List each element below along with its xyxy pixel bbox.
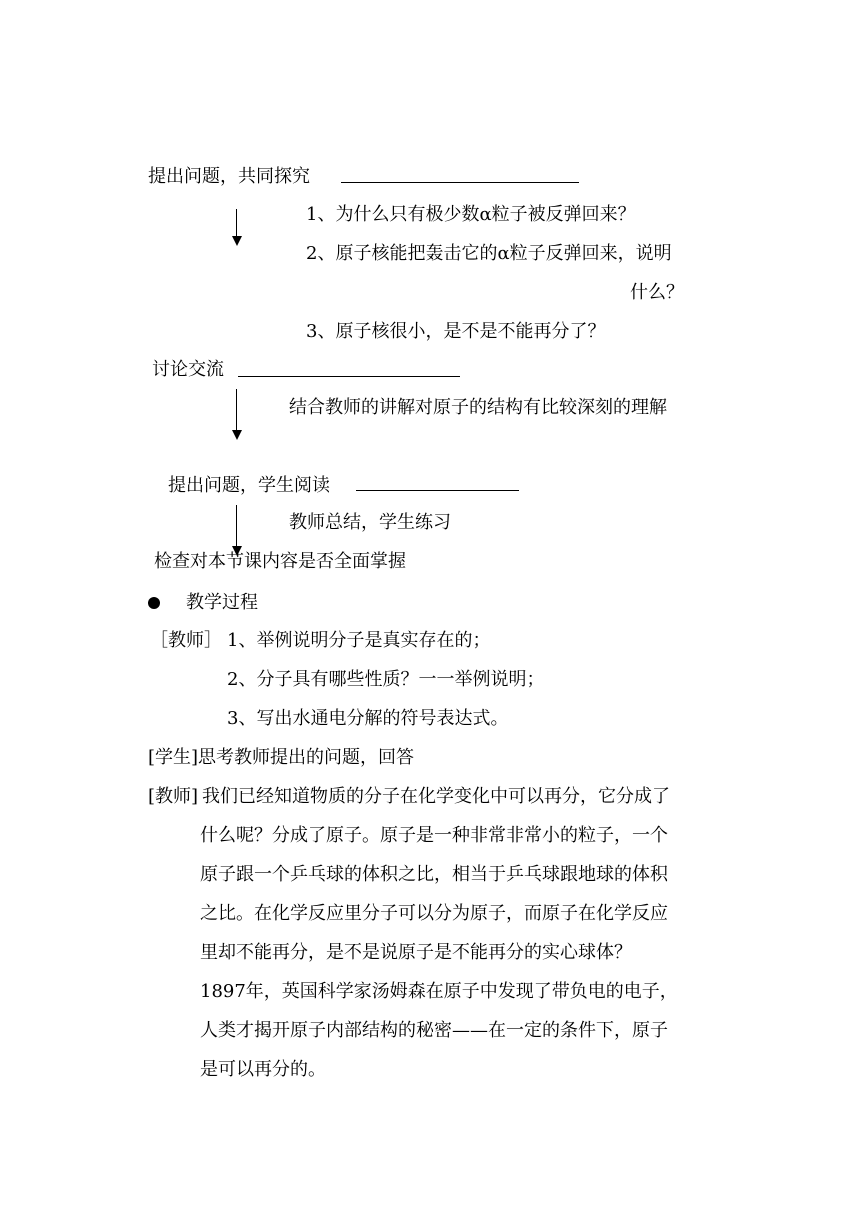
- flow-arrow-2-icon: [232, 430, 242, 440]
- step3-description: 教师总结，学生练习: [289, 512, 451, 533]
- teacher2-line-6: 1897年，英国科学家汤姆森在原子中发现了带负电的电子，: [200, 981, 678, 1002]
- flow-arrow-1-shaft: [236, 209, 237, 236]
- teacher2-line-1: 我们已经知道物质的分子在化学变化中可以再分，它分成了: [202, 786, 670, 807]
- step1-title: 提出问题，共同探究: [148, 166, 310, 187]
- step2-underline: [238, 376, 460, 377]
- step3-title: 提出问题，学生阅读: [168, 475, 330, 496]
- step2-title: 讨论交流: [152, 359, 224, 380]
- step3-underline: [356, 490, 519, 491]
- step1-item-1: 1、为什么只有极少数α粒子被反弹回来？: [306, 204, 636, 225]
- teacher2-line-4: 之比。在化学反应里分子可以分为原子，而原子在化学反应: [200, 903, 668, 924]
- teacher2-label: [教师]: [148, 786, 199, 807]
- teacher2-line-3: 原子跟一个乒乓球的体积之比，相当于乒乓球跟地球的体积: [200, 864, 668, 885]
- flow-arrow-3-shaft: [236, 505, 237, 547]
- flow-arrow-2-shaft: [236, 389, 237, 430]
- teacher2-line-5: 里却不能再分，是不是说原子是不能再分的实心球体？: [200, 942, 632, 963]
- teacher-question-1: 1、举例说明分子是真实存在的；: [227, 630, 491, 651]
- teacher2-line-8: 是可以再分的。: [200, 1059, 326, 1080]
- flow-arrow-1-icon: [232, 236, 242, 246]
- teacher-label: ［教师］: [150, 630, 222, 651]
- teacher-question-3: 3、写出水通电分解的符号表达式。: [227, 708, 509, 729]
- step1-item-2-cont: 什么？: [630, 282, 684, 303]
- process-heading: 教学过程: [186, 592, 258, 613]
- student-response: [学生]思考教师提出的问题，回答: [148, 747, 415, 768]
- teacher2-line-2: 什么呢？分成了原子。原子是一种非常非常小的粒子，一个: [200, 825, 668, 846]
- bullet-icon: [148, 597, 160, 609]
- step1-item-2: 2、原子核能把轰击它的α粒子反弹回来，说明: [306, 243, 672, 264]
- teacher2-line-7: 人类才揭开原子内部结构的秘密——在一定的条件下，原子: [200, 1020, 668, 1041]
- step1-item-3: 3、原子核很小，是不是不能再分了？: [306, 321, 606, 342]
- teacher-question-2: 2、分子具有哪些性质？一一举例说明；: [227, 669, 545, 690]
- step4-title: 检查对本节课内容是否全面掌握: [154, 551, 406, 572]
- step2-description: 结合教师的讲解对原子的结构有比较深刻的理解: [289, 397, 667, 418]
- step1-underline: [341, 182, 579, 183]
